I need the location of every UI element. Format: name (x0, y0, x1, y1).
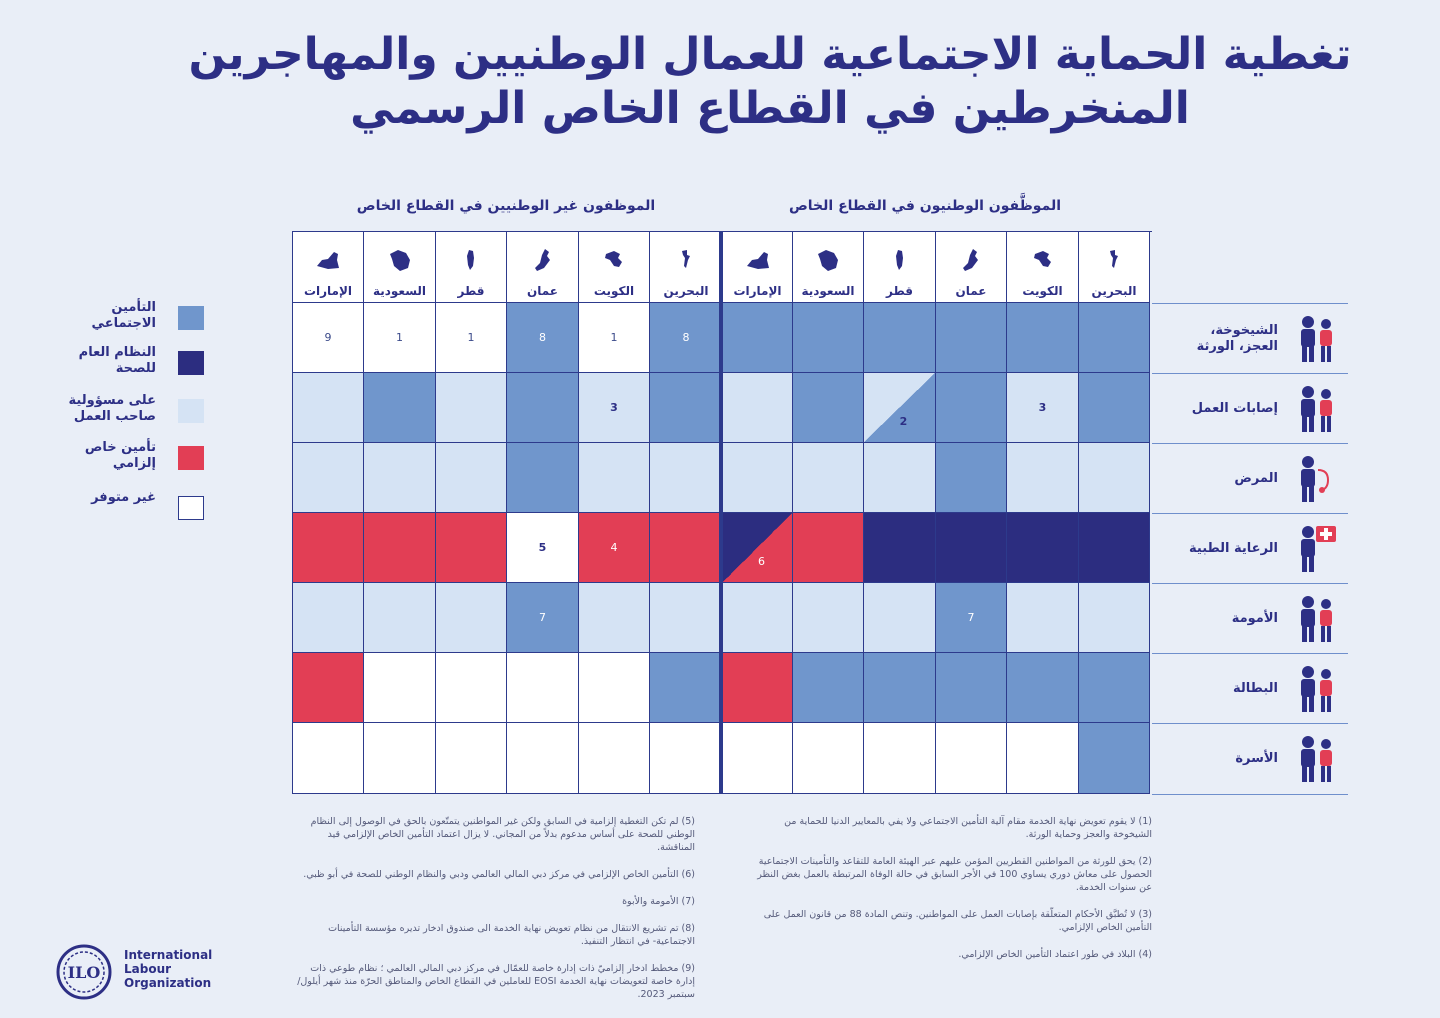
country-header (864, 232, 936, 303)
footnote: (8) تم تشريع الانتقال من نظام تعويض نهاية الخدمة الى صندوق ادخار تديره مؤسسة التأمينات الاجتماعية- في انتظار التنفيذ. (328, 923, 695, 947)
row-label (1152, 723, 1348, 794)
country-map-icon (957, 246, 985, 274)
country-name: السعودية (801, 284, 855, 298)
coverage-cell (579, 303, 650, 373)
row-label-text: الأسرة (1235, 751, 1278, 766)
footnote-ref: 4 (610, 541, 618, 554)
legend-label: غير متوفر (91, 490, 156, 505)
footnote-ref: 3 (610, 401, 618, 414)
country-name: الإمارات (733, 284, 782, 298)
coverage-cell (293, 373, 364, 443)
legend-swatch (178, 351, 204, 375)
coverage-cell (936, 303, 1007, 373)
row-label-text: المرض (1234, 470, 1278, 486)
coverage-cell (793, 513, 864, 583)
coverage-cell (1079, 513, 1150, 583)
coverage-cell (864, 653, 936, 723)
country-header (436, 232, 507, 303)
legend-swatch (178, 306, 204, 330)
coverage-cell (579, 443, 650, 513)
legend-item (30, 345, 210, 385)
coverage-cell (1007, 303, 1079, 373)
ilo-logo-icon (52, 943, 116, 1005)
coverage-cell (436, 653, 507, 723)
coverage-cell (1007, 723, 1079, 794)
coverage-cell (293, 443, 364, 513)
coverage-cell (1079, 443, 1150, 513)
coverage-cell (723, 653, 793, 723)
coverage-cell (936, 373, 1007, 443)
footnote-ref: 6 (758, 555, 765, 568)
country-map-icon (1100, 246, 1128, 274)
coverage-cell (864, 583, 936, 653)
coverage-cell (1007, 513, 1079, 583)
coverage-cell (436, 583, 507, 653)
footnote-ref: 7 (539, 611, 546, 624)
country-map-icon (744, 246, 772, 274)
coverage-cell (364, 373, 436, 443)
ilo-logo-text: International Labour Organization (124, 948, 213, 990)
coverage-cell (293, 303, 364, 373)
row-label-text: البطالة (1233, 680, 1278, 696)
coverage-cell (579, 723, 650, 794)
elderly-disability-icon (1286, 310, 1344, 368)
coverage-cell (793, 583, 864, 653)
coverage-cell (793, 373, 864, 443)
coverage-cell (723, 513, 793, 583)
coverage-cell (1007, 373, 1079, 443)
footnote: (3) لا تُطبَّق الأحكام المتعلّقة بإصابات العمل على المواطنين. وتنص المادة 88 من قانون العمل على التأمين الخاص الإلزامي. (763, 909, 1152, 933)
country-header (293, 232, 364, 303)
country-name: البحرين (1091, 284, 1137, 298)
country-map-icon (457, 246, 485, 274)
footnotes-left (293, 815, 695, 1015)
footnote: (7) الأمومة والأبوة (622, 896, 695, 907)
country-header (650, 232, 723, 303)
country-name: قطر (457, 284, 485, 298)
legend-item (30, 300, 210, 340)
coverage-cell (579, 583, 650, 653)
group-divider (719, 232, 723, 794)
coverage-cell (436, 723, 507, 794)
coverage-cell (507, 653, 579, 723)
coverage-cell (293, 653, 364, 723)
footnote-ref: 1 (610, 331, 618, 344)
country-name: البحرين (663, 284, 709, 298)
coverage-cell (579, 513, 650, 583)
coverage-cell (436, 303, 507, 373)
country-name: عمان (955, 284, 987, 298)
coverage-cell (793, 303, 864, 373)
legend-item (30, 490, 210, 530)
coverage-cell (723, 373, 793, 443)
coverage-cell (364, 303, 436, 373)
footnote-ref: 5 (538, 541, 547, 554)
footnote-ref: 8 (682, 331, 690, 344)
row-label (1152, 303, 1348, 373)
country-name: الإمارات (303, 284, 353, 298)
footnote: (1) لا يقوم تعويض نهاية الخدمة مقام آلية التأمين الاجتماعي ولا يفي بالمعايير الدنيا للحماية من الشيخوخة والعجز وحماية الورثة. (784, 816, 1152, 840)
group-title-non-nationals: الموظفون غير الوطنيين في القطاع الخاص (356, 198, 656, 214)
coverage-cell (507, 723, 579, 794)
coverage-cell (364, 653, 436, 723)
coverage-cell (436, 443, 507, 513)
sickness-doctor-icon (1286, 450, 1344, 508)
footnote-ref: 3 (1038, 401, 1047, 414)
coverage-cell (723, 723, 793, 794)
footnote-ref: 7 (967, 611, 975, 624)
country-name: قطر (885, 284, 913, 298)
legend-label: تأمين خاص إلزامي (84, 440, 156, 471)
country-map-icon (600, 246, 628, 274)
legend-label: النظام العام للصحة (78, 345, 156, 376)
row-label-text: الأمومة (1231, 610, 1278, 626)
coverage-cell (1007, 443, 1079, 513)
country-name: السعودية (372, 284, 427, 298)
footnote-ref: 2 (899, 415, 908, 428)
title-line-2: المنخرطين في القطاع الخاص الرسمي (350, 83, 1190, 134)
coverage-cell (723, 443, 793, 513)
coverage-cell (936, 583, 1007, 653)
coverage-cell (507, 443, 579, 513)
maternity-icon (1286, 590, 1344, 648)
country-header (507, 232, 579, 303)
coverage-cell (579, 373, 650, 443)
coverage-cell (1007, 583, 1079, 653)
coverage-cell (864, 443, 936, 513)
row-label (1152, 443, 1348, 513)
coverage-cell (864, 303, 936, 373)
footnote-ref: 1 (396, 331, 403, 344)
coverage-cell (1079, 583, 1150, 653)
medical-kit-icon (1286, 520, 1344, 578)
row-label (1152, 583, 1348, 653)
legend-label: على مسؤولية صاحب العمل (68, 393, 156, 424)
coverage-cell (650, 513, 723, 583)
coverage-cell (507, 373, 579, 443)
coverage-cell (864, 723, 936, 794)
coverage-cell (936, 653, 1007, 723)
country-header (1079, 232, 1150, 303)
country-name: الكويت (1022, 284, 1063, 298)
coverage-cell (793, 653, 864, 723)
coverage-cell (364, 583, 436, 653)
country-header (936, 232, 1007, 303)
footnote-ref: 1 (467, 331, 475, 344)
country-map-icon (314, 246, 342, 274)
coverage-cell (864, 373, 936, 443)
row-label-text: الشيخوخة، العجز، الورثة (1196, 322, 1278, 354)
title-line-1: تغطية الحماية الاجتماعية للعمال الوطنيين والمهاجرين (188, 29, 1352, 80)
country-map-icon (672, 246, 700, 274)
svg-text:ILO: ILO (67, 963, 101, 982)
coverage-cell (1079, 723, 1150, 794)
country-header (793, 232, 864, 303)
coverage-cell (293, 583, 364, 653)
legend-swatch (178, 399, 204, 423)
page-title (150, 28, 1390, 136)
unemployment-icon (1286, 660, 1344, 718)
coverage-cell (723, 583, 793, 653)
row-label-bottom-rule (1152, 794, 1348, 795)
coverage-cell (650, 443, 723, 513)
coverage-cell (364, 443, 436, 513)
coverage-cell (936, 443, 1007, 513)
coverage-cell (864, 513, 936, 583)
coverage-cell (650, 303, 723, 373)
coverage-cell (293, 723, 364, 794)
country-header (1007, 232, 1079, 303)
row-label-text: إصابات العمل (1191, 400, 1278, 416)
row-label-text: الرعاية الطبية (1189, 540, 1278, 556)
coverage-cell (650, 723, 723, 794)
coverage-cell (1079, 303, 1150, 373)
footnote: (5) لم تكن التغطية إلزامية في السابق ولكن غير المواطنين يتمتّعون بالحق في الوصول إلى النظام الوطني للصحة على أساس مدعوم بدلاً من المجاني. لا يزال اعتماد التأمين الخاص الإلزامي قيد المناقشة. (310, 816, 695, 853)
legend-item (30, 440, 210, 480)
coverage-cell (507, 583, 579, 653)
country-map-icon (814, 246, 842, 274)
coverage-cell (723, 303, 793, 373)
coverage-cell (650, 373, 723, 443)
country-map-icon (1029, 246, 1057, 274)
coverage-cell (1007, 653, 1079, 723)
footnote: (4) البلاد في طور اعتماد التأمين الخاص الإلزامي. (958, 949, 1152, 960)
legend-label: التأمين الاجتماعي (91, 300, 156, 331)
coverage-cell (1079, 373, 1150, 443)
country-name: الكويت (593, 284, 635, 298)
footnote: (9) مخطط ادخار إلزاميّ ذات إدارة خاصة للعمّال في مركز دبي المالي العالمي ؛ نظام طوعي ذات إدارة خاصة لتعويضات نهاية الخدمة EOSI للعاملين في القطاع الخاص والمناطق الحرّة منذ شهر أيلول/سبتمبر 2023. (297, 963, 695, 1000)
family-icon (1286, 730, 1344, 788)
legend-item (30, 393, 210, 433)
coverage-cell (293, 513, 364, 583)
coverage-cell (793, 723, 864, 794)
footnote-ref: 8 (539, 331, 546, 344)
country-header (723, 232, 793, 303)
footnote: (6) التأمين الخاص الإلزامي في مركز دبي المالي العالمي ودبي والنظام الوطني للصحة في أبو ظبي. (303, 869, 695, 880)
coverage-cell (507, 513, 579, 583)
row-label (1152, 373, 1348, 443)
country-map-icon (386, 246, 414, 274)
group-title-nationals: الموظَّفون الوطنيون في القطاع الخاص (788, 198, 1062, 214)
coverage-cell (579, 653, 650, 723)
legend-swatch (178, 446, 204, 470)
row-label (1152, 653, 1348, 723)
footnote: (2) يحق للورثة من المواطنين القطريين المؤمن عليهم عبر الهيئة العامة للتقاعد والتأمينات الاجتماعية الحصول على معاش دوري يساوي 100 في الأجر السابق في حالة الوفاة المرتبطة بالعمل بغض النظر عن سنوات الخدمة. (757, 856, 1152, 893)
row-label (1152, 513, 1348, 583)
coverage-cell (436, 513, 507, 583)
coverage-cell (793, 443, 864, 513)
country-map-icon (529, 246, 557, 274)
footnote-ref: 9 (324, 331, 332, 344)
coverage-cell (936, 723, 1007, 794)
country-name: عمان (527, 284, 558, 298)
country-header (364, 232, 436, 303)
country-map-icon (886, 246, 914, 274)
coverage-cell (436, 373, 507, 443)
coverage-cell (650, 653, 723, 723)
work-injury-icon (1286, 380, 1344, 438)
footnotes-right (750, 815, 1152, 975)
coverage-cell (1079, 653, 1150, 723)
coverage-cell (364, 513, 436, 583)
legend-swatch (178, 496, 204, 520)
country-header (579, 232, 650, 303)
coverage-cell (936, 513, 1007, 583)
coverage-cell (650, 583, 723, 653)
coverage-cell (507, 303, 579, 373)
coverage-cell (364, 723, 436, 794)
